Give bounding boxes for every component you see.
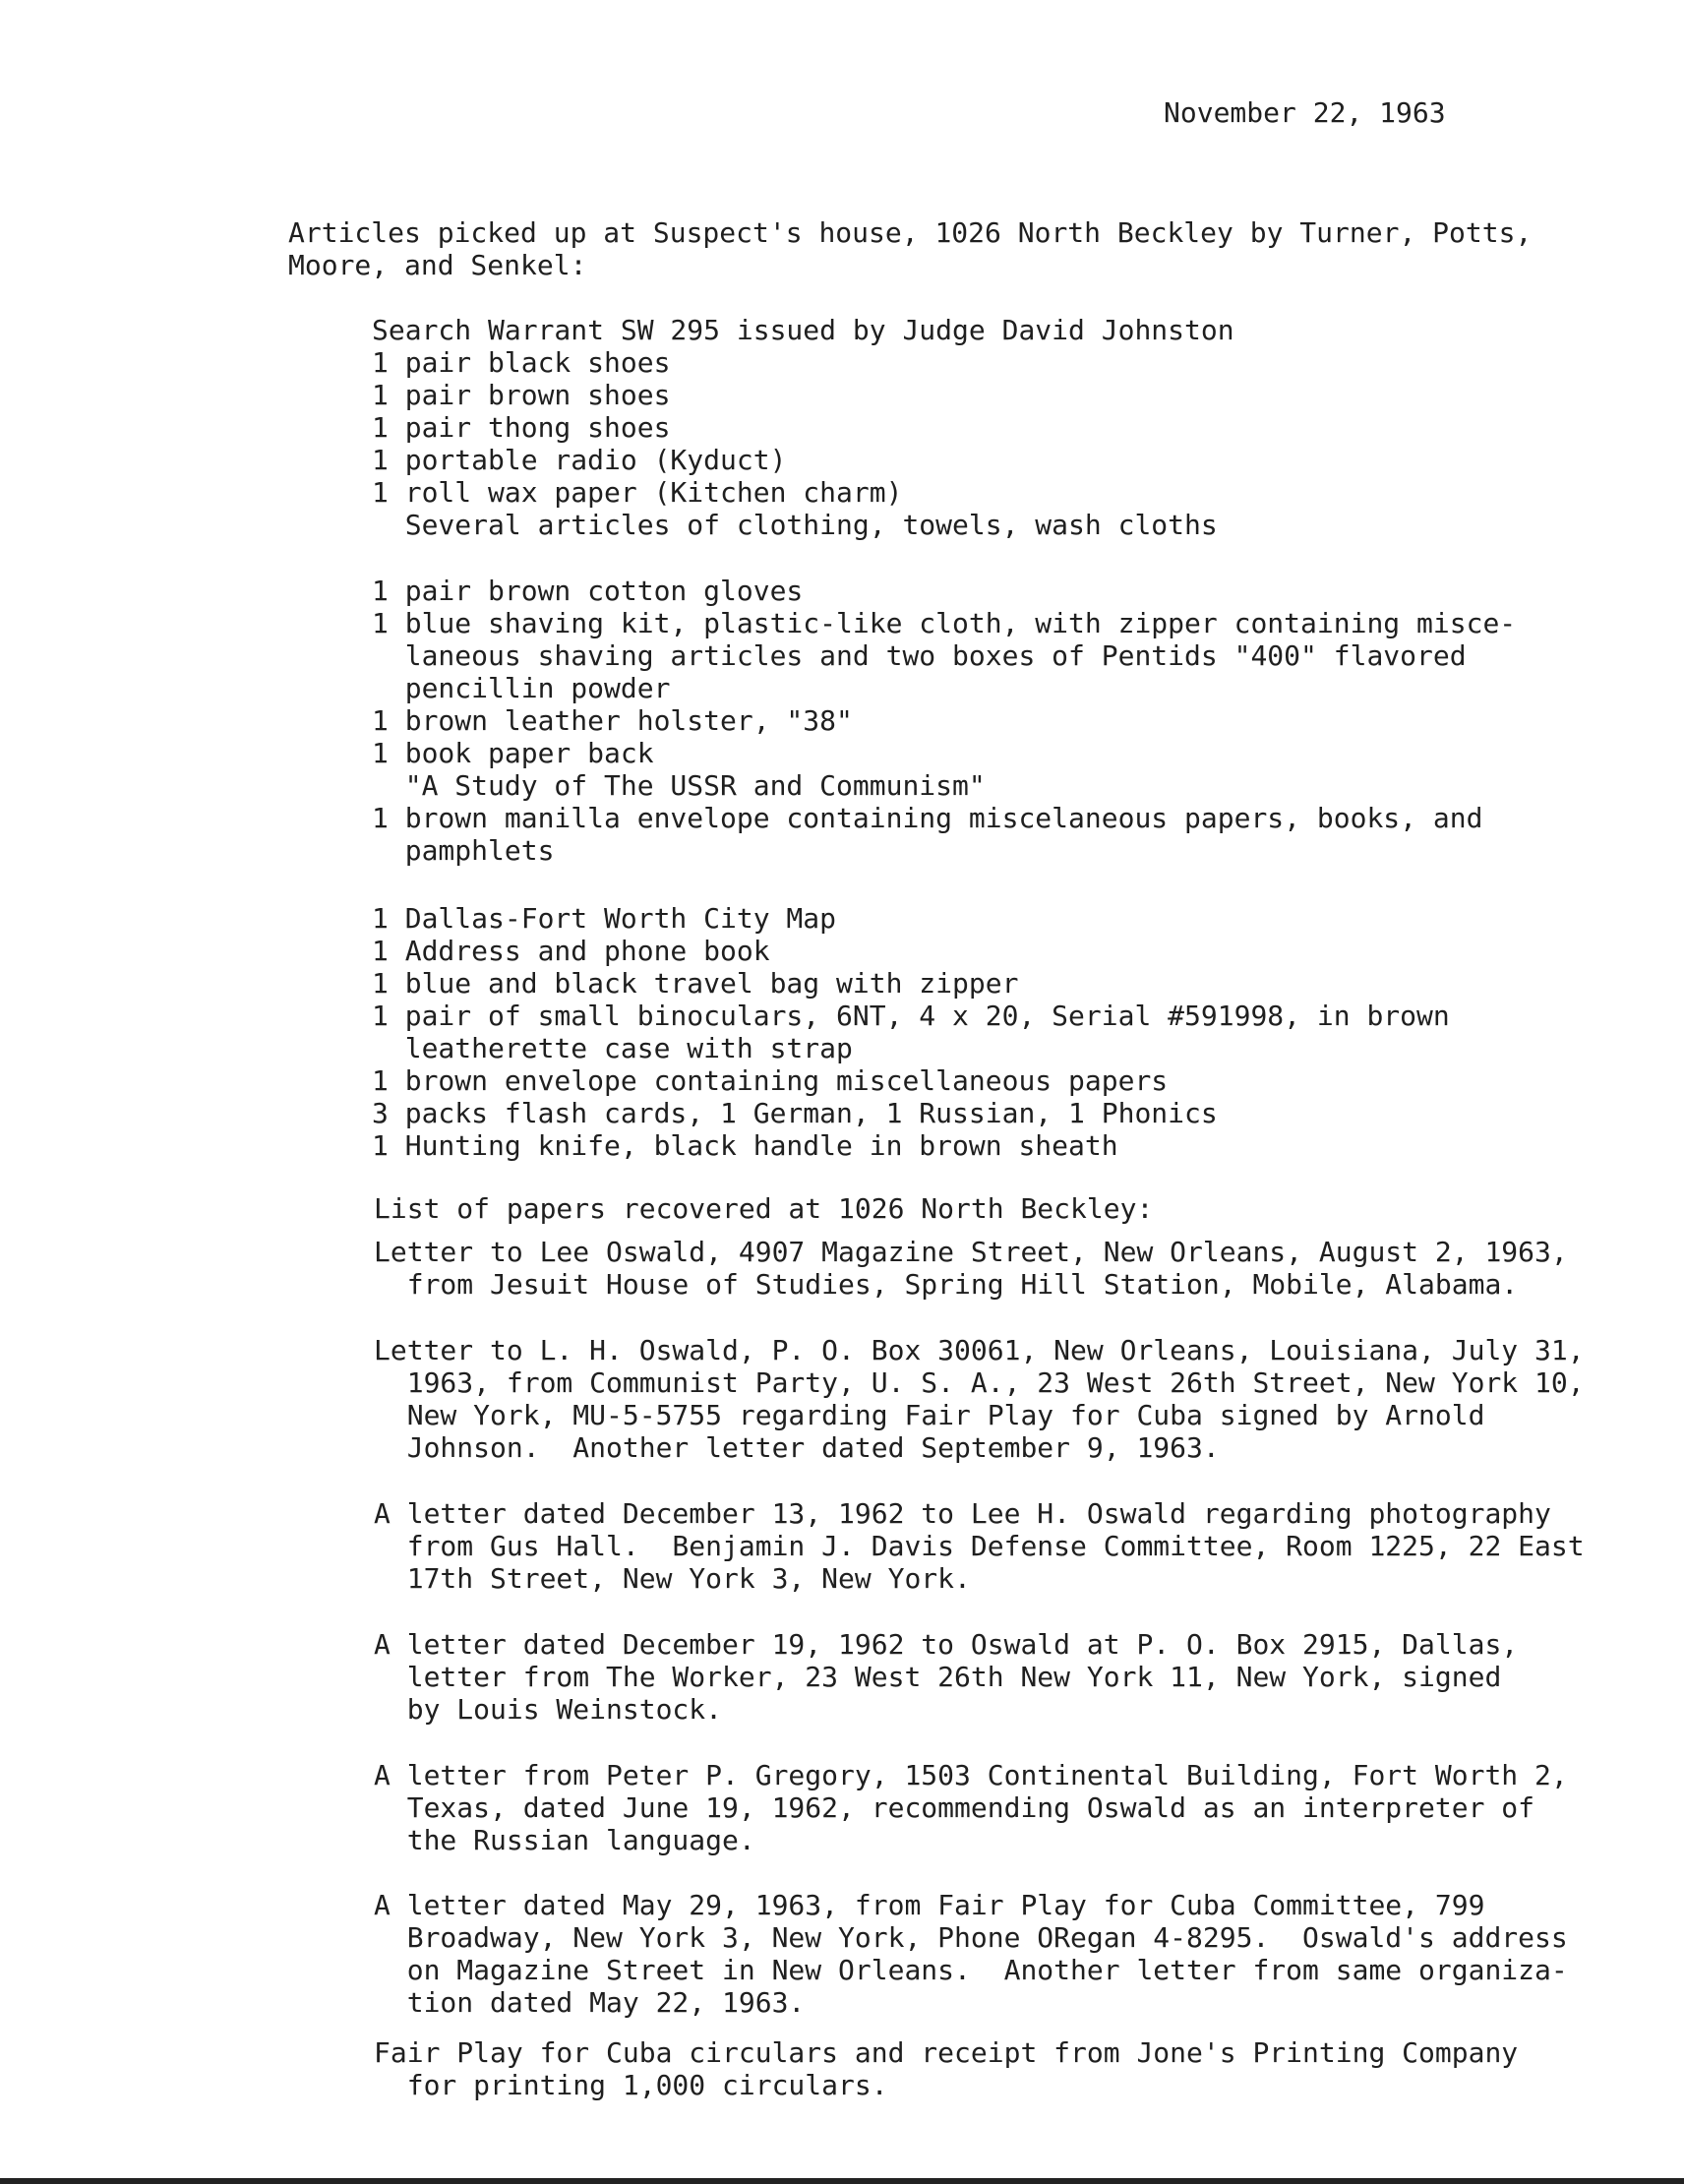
article-item: 1 brown manilla envelope containing miscelaneous papers, books, and — [372, 802, 1483, 834]
paper-line: from Gus Hall. Benjamin J. Davis Defense Committee, Room 1225, 22 East — [374, 1530, 1585, 1562]
paper-line: tion dated May 22, 1963. — [374, 1986, 806, 2019]
paper-line: on Magazine Street in New Orleans. Another letter from same organiza- — [374, 1954, 1568, 1986]
article-item: 1 pair thong shoes — [372, 411, 671, 444]
paper-line: Letter to Lee Oswald, 4907 Magazine Street, New Orleans, August 2, 1963, — [374, 1236, 1568, 1268]
paper-line: Fair Play for Cuba circulars and receipt from Jone's Printing Company — [374, 2036, 1519, 2069]
article-item: 1 blue shaving kit, plastic-like cloth, with zipper containing misce- — [372, 607, 1517, 639]
paper-line: A letter dated December 19, 1962 to Oswald at P. O. Box 2915, Dallas, — [374, 1628, 1519, 1661]
paper-line: A letter dated December 13, 1962 to Lee H. Oswald regarding photography — [374, 1497, 1551, 1530]
paper-line: Broadway, New York 3, New York, Phone ORegan 4-8295. Oswald's address — [374, 1921, 1568, 1954]
article-item: 1 Hunting knife, black handle in brown sheath — [372, 1129, 1118, 1162]
article-item: 1 roll wax paper (Kitchen charm) — [372, 476, 903, 509]
article-item: 1 blue and black travel bag with zipper — [372, 967, 1019, 1000]
article-item: 1 Address and phone book — [372, 935, 770, 967]
papers-heading: List of papers recovered at 1026 North Beckley: — [374, 1192, 1154, 1225]
article-item: 1 book paper back — [372, 737, 654, 769]
document-date: November 22, 1963 — [1164, 96, 1446, 129]
paper-line: A letter dated May 29, 1963, from Fair Play for Cuba Committee, 799 — [374, 1889, 1485, 1921]
intro-line: Articles picked up at Suspect's house, 1026 North Beckley by Turner, Potts, — [288, 216, 1533, 249]
article-item: 1 pair brown cotton gloves — [372, 575, 804, 607]
paper-line: 1963, from Communist Party, U. S. A., 23 West 26th Street, New York 10, — [374, 1366, 1585, 1399]
paper-line: letter from The Worker, 23 West 26th New York 11, New York, signed — [374, 1661, 1502, 1693]
article-item: 1 pair black shoes — [372, 346, 671, 379]
article-item: 1 pair of small binoculars, 6NT, 4 x 20, Serial #591998, in brown — [372, 1000, 1450, 1032]
article-item: leatherette case with strap — [372, 1032, 853, 1064]
article-item: 1 portable radio (Kyduct) — [372, 444, 787, 476]
paper-line: Johnson. Another letter dated September 9, 1963. — [374, 1431, 1220, 1464]
paper-line: for printing 1,000 circulars. — [374, 2069, 888, 2101]
article-item: 1 brown envelope containing miscellaneous papers — [372, 1064, 1169, 1097]
scan-bottom-edge — [0, 2178, 1684, 2184]
paper-line: from Jesuit House of Studies, Spring Hill Station, Mobile, Alabama. — [374, 1268, 1519, 1301]
paper-line: A letter from Peter P. Gregory, 1503 Continental Building, Fort Worth 2, — [374, 1759, 1568, 1791]
article-item: Several articles of clothing, towels, wash cloths — [372, 509, 1218, 541]
article-item: laneous shaving articles and two boxes of Pentids "400" flavored — [372, 639, 1467, 672]
paper-line: by Louis Weinstock. — [374, 1693, 723, 1726]
paper-line: the Russian language. — [374, 1824, 755, 1856]
paper-line: 17th Street, New York 3, New York. — [374, 1562, 971, 1595]
paper-line: Letter to L. H. Oswald, P. O. Box 30061, New Orleans, Louisiana, July 31, — [374, 1334, 1585, 1366]
article-item: pamphlets — [372, 834, 555, 867]
article-item: Search Warrant SW 295 issued by Judge David Johnston — [372, 314, 1234, 346]
article-item: 1 pair brown shoes — [372, 379, 671, 411]
paper-line: New York, MU-5-5755 regarding Fair Play for Cuba signed by Arnold — [374, 1399, 1485, 1431]
article-item: 1 Dallas-Fort Worth City Map — [372, 902, 837, 935]
intro-line: Moore, and Senkel: — [288, 249, 587, 281]
article-item: pencillin powder — [372, 672, 671, 704]
article-item: 1 brown leather holster, "38" — [372, 704, 853, 737]
article-item: 3 packs flash cards, 1 German, 1 Russian, 1 Phonics — [372, 1097, 1218, 1129]
paper-line: Texas, dated June 19, 1962, recommending Oswald as an interpreter of — [374, 1791, 1535, 1824]
article-item: "A Study of The USSR and Communism" — [372, 769, 986, 802]
